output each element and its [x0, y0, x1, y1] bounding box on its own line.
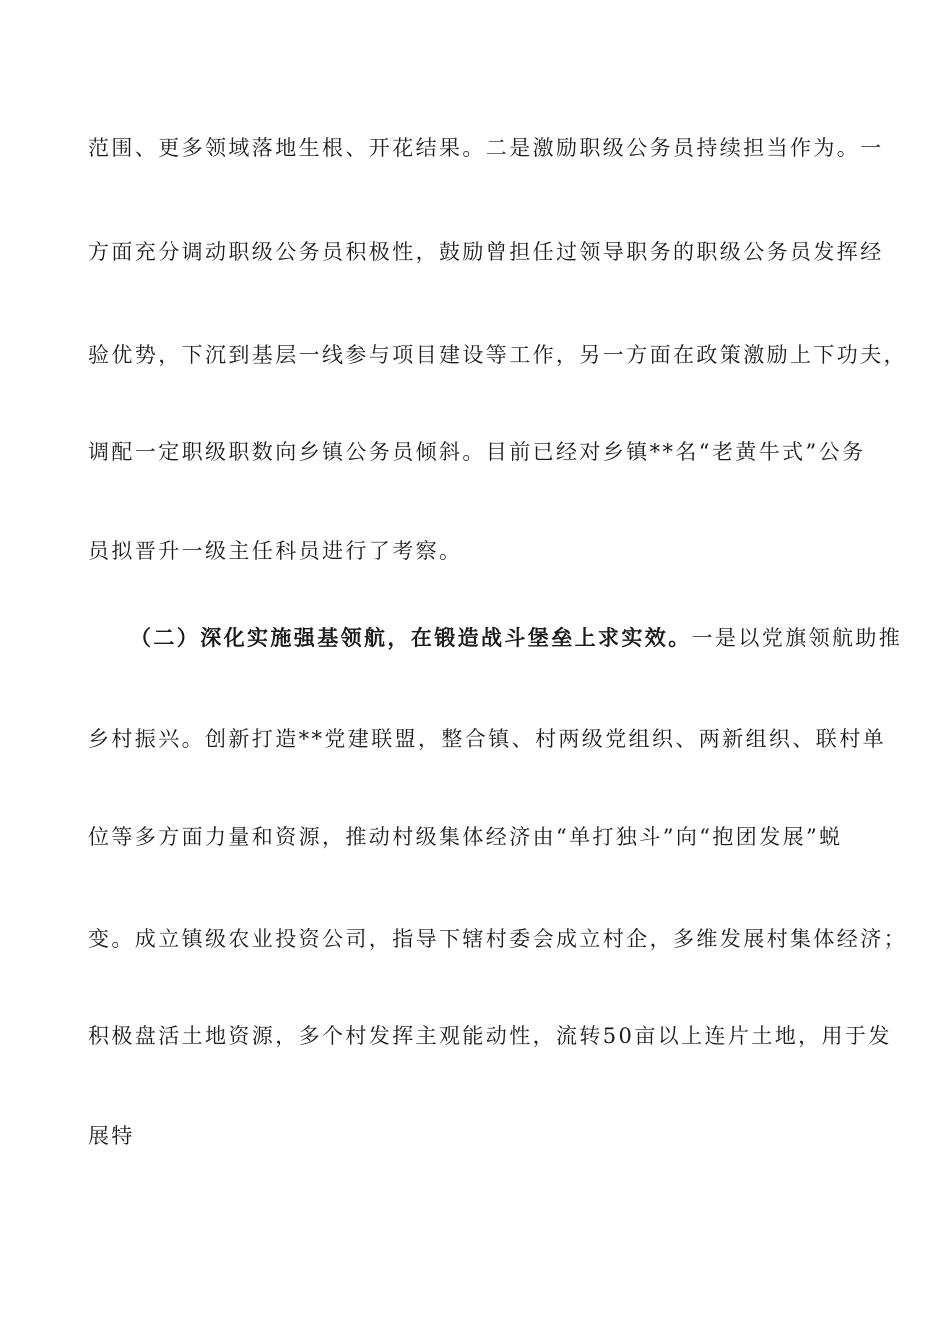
- body-text-line: 积极盘活土地资源，多个村发挥主观能动性，流转50亩以上连片土地，用于发: [88, 1024, 892, 1048]
- body-text-line: 变。成立镇级农业投资公司，指导下辖村委会成立村企，多维发展村集体经济；: [88, 927, 907, 951]
- body-text-line: 方面充分调动职级公务员积极性，鼓励曾担任过领导职务的职级公务员发挥经: [88, 240, 884, 264]
- body-text-line: 员拟晋升一级主任科员进行了考察。: [88, 539, 463, 563]
- section-heading: （二）深化实施强基领航，在锻造战斗堡垒上求实效。: [130, 625, 692, 650]
- body-text-line: 验优势，下沉到基层一线参与项目建设等工作，另一方面在政策激励上下功夫，: [88, 343, 907, 367]
- body-text-line: 位等多方面力量和资源，推动村级集体经济由“单打独斗”向“抱团发展”蜕: [88, 825, 843, 849]
- body-text-line: 展特: [88, 1124, 135, 1148]
- body-text-line: 调配一定职级职数向乡镇公务员倾斜。目前已经对乡镇**名“老黄牛式”公务: [88, 440, 866, 464]
- body-text-line: 范围、更多领域落地生根、开花结果。二是激励职级公务员持续担当作为。一: [88, 136, 884, 160]
- section-first-line: [130, 623, 903, 653]
- section-first-line-text: 一是以党旗领航助推: [691, 626, 903, 650]
- body-text-line: 乡村振兴。创新打造**党建联盟，整合镇、村两级党组织、两新组织、联村单: [88, 727, 886, 751]
